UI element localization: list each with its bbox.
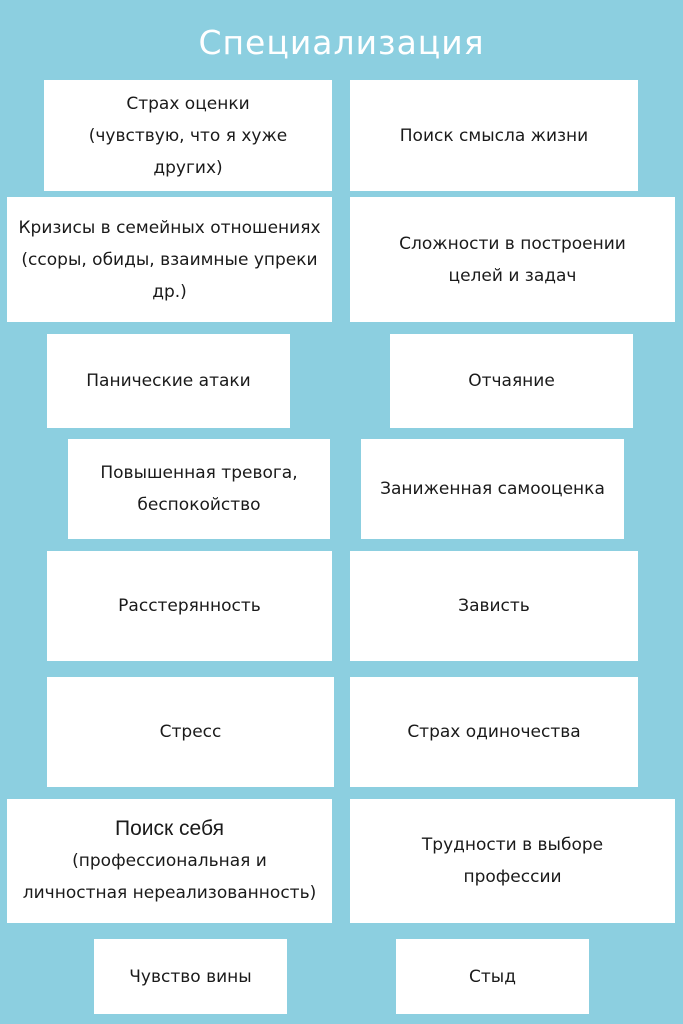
card-text-line: Отчаяние [468, 371, 555, 391]
card-goals-difficulty [350, 197, 675, 322]
card-panic-attacks [47, 334, 290, 428]
card-envy [350, 551, 638, 661]
card-text-line: профессии [463, 867, 562, 887]
card-family-crises [7, 197, 332, 322]
card-self-search [7, 799, 332, 923]
card-text-line: целей и задач [448, 265, 577, 286]
card-text-line: беспокойство [137, 495, 261, 515]
card-text-line: др.) [152, 281, 187, 302]
page-title: Специализация [198, 23, 485, 62]
card-meaning-of-life [350, 80, 638, 191]
card-confusion [47, 551, 332, 661]
card-career-choice [350, 799, 675, 923]
card-text-line: Сложности в построении [399, 233, 626, 254]
card-text-line: Стресс [159, 722, 222, 742]
card-text-line: (чувствую, что я хуже [88, 125, 288, 146]
card-shame [396, 939, 589, 1014]
card-text-line: (ссоры, обиды, взаимные упреки [21, 249, 318, 270]
card-text-line: Повышенная тревога, [100, 463, 298, 483]
card-text-line: Поиск себя [115, 817, 224, 840]
card-stress [47, 677, 334, 787]
card-text-line: других) [153, 157, 223, 178]
card-text-line: Чувство вины [129, 966, 252, 987]
card-despair [390, 334, 633, 428]
card-text-line: Поиск смысла жизни [399, 125, 589, 146]
card-text-line: Кризисы в семейных отношениях [18, 217, 321, 238]
card-guilt [94, 939, 287, 1014]
card-text-line: Заниженная самооценка [380, 479, 605, 499]
card-text-line: Панические атаки [86, 371, 251, 391]
card-text-line: Зависть [458, 596, 530, 616]
card-text-line: личностная нереализованность) [22, 883, 317, 903]
card-text-line: Стыд [469, 966, 516, 987]
card-text-line: Страх одиночества [407, 722, 581, 742]
card-anxiety [68, 439, 330, 539]
card-fear-loneliness [350, 677, 638, 787]
card-text-line: Трудности в выборе [421, 835, 604, 855]
card-text-line: (профессиональная и [72, 851, 267, 871]
card-fear-evaluation [44, 80, 332, 191]
card-low-self-esteem [361, 439, 624, 539]
card-text-line: Страх оценки [126, 93, 250, 114]
card-text-line: Расстерянность [118, 596, 261, 616]
